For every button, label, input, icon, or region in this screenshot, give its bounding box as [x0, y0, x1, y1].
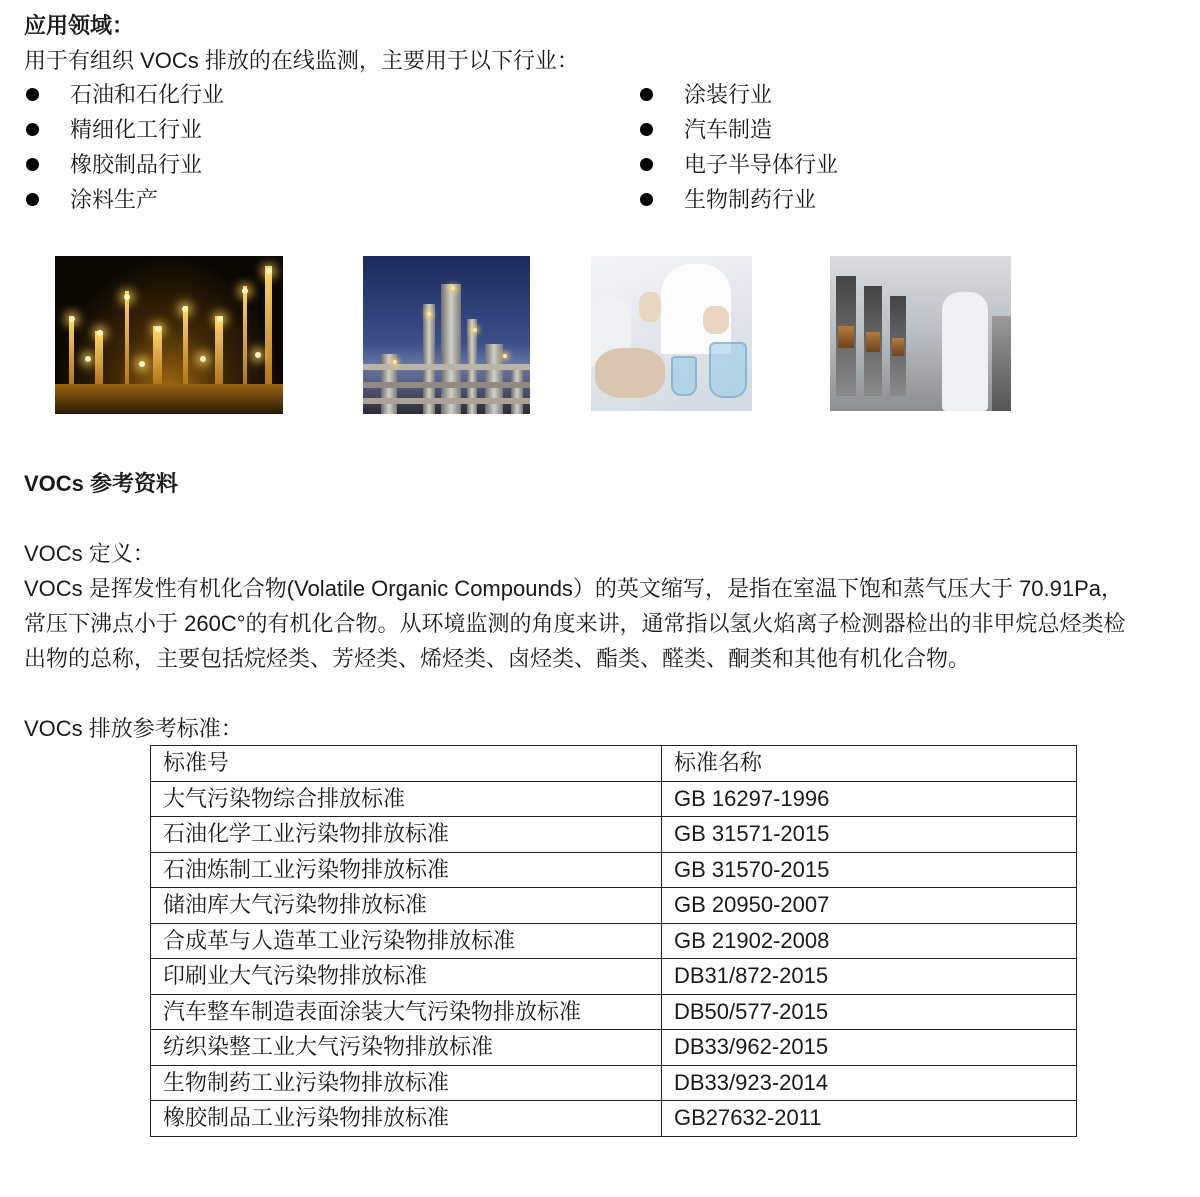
table-header-cell: 标准名称: [662, 746, 1077, 782]
standard-name-cell: 汽车整车制造表面涂装大气污染物排放标准: [151, 994, 662, 1030]
laboratory-photo: [591, 256, 752, 411]
standard-name-cell: 储油库大气污染物排放标准: [151, 888, 662, 924]
table-header-row: [151, 746, 1077, 782]
table-row: [151, 781, 1077, 817]
standard-code-cell: DB33/962-2015: [662, 1030, 1077, 1066]
table-row: [151, 1030, 1077, 1066]
standard-name-cell: 石油化学工业污染物排放标准: [151, 817, 662, 853]
list-item: 生物制药行业: [638, 182, 838, 217]
voc-definition-line: 出物的总称，主要包括烷烃类、芳烃类、烯烃类、卤烃类、酯类、醛类、酮类和其他有机化合物。: [24, 646, 971, 671]
emission-standards-table: [150, 745, 1077, 1137]
standard-code-cell: DB33/923-2014: [662, 1065, 1077, 1101]
standard-name-cell: 合成革与人造革工业污染物排放标准: [151, 923, 662, 959]
table-row: [151, 959, 1077, 995]
table-row: [151, 852, 1077, 888]
standard-name-cell: 大气污染物综合排放标准: [151, 781, 662, 817]
list-item: 汽车制造: [638, 112, 838, 147]
list-item: 橡胶制品行业: [24, 147, 224, 182]
table-header-cell: 标准号: [151, 746, 662, 782]
standard-name-cell: 石油炼制工业污染物排放标准: [151, 852, 662, 888]
standard-name-cell: 橡胶制品工业污染物排放标准: [151, 1101, 662, 1137]
table-row: [151, 888, 1077, 924]
voc-reference-heading: VOCs 参考资料: [24, 471, 179, 496]
voc-definition-line: VOCs 是挥发性有机化合物(Volatile Organic Compounds）的英文缩写，是指在室温下饱和蒸气压大于 70.91Pa，: [24, 576, 1124, 601]
application-heading: 应用领域：: [24, 13, 135, 38]
standard-code-cell: GB 20950-2007: [662, 888, 1077, 924]
standard-code-cell: GB 31570-2015: [662, 852, 1077, 888]
industry-list-right: [638, 77, 838, 217]
standard-name-cell: 生物制药工业污染物排放标准: [151, 1065, 662, 1101]
list-item: 涂装行业: [638, 77, 838, 112]
standard-code-cell: GB 31571-2015: [662, 817, 1077, 853]
voc-definition-label: VOCs 定义：: [24, 541, 155, 566]
industry-list-left: [24, 77, 224, 217]
standard-code-cell: GB 21902-2008: [662, 923, 1077, 959]
voc-definition-line: 常压下沸点小于 260C°的有机化合物。从环境监测的角度来讲，通常指以氢火焰离子检测器检出的非甲烷总烃类检: [24, 611, 1126, 636]
standard-code-cell: DB31/872-2015: [662, 959, 1077, 995]
standard-name-cell: 印刷业大气污染物排放标准: [151, 959, 662, 995]
standard-code-cell: GB27632-2011: [662, 1101, 1077, 1137]
table-row: [151, 1065, 1077, 1101]
table-row: [151, 923, 1077, 959]
standard-code-cell: DB50/577-2015: [662, 994, 1077, 1030]
list-item: 涂料生产: [24, 182, 224, 217]
refinery-dusk-photo: [363, 256, 530, 414]
table-row: [151, 1101, 1077, 1137]
refinery-night-photo: [55, 256, 283, 414]
voc-standards-label: VOCs 排放参考标准：: [24, 716, 243, 741]
cleanroom-photo: [830, 256, 1011, 411]
table-row: [151, 817, 1077, 853]
list-item: 石油和石化行业: [24, 77, 224, 112]
list-item: 电子半导体行业: [638, 147, 838, 182]
list-item: 精细化工行业: [24, 112, 224, 147]
table-row: [151, 994, 1077, 1030]
standard-code-cell: GB 16297-1996: [662, 781, 1077, 817]
application-intro: 用于有组织 VOCs 排放的在线监测，主要用于以下行业：: [24, 48, 579, 73]
standard-name-cell: 纺织染整工业大气污染物排放标准: [151, 1030, 662, 1066]
